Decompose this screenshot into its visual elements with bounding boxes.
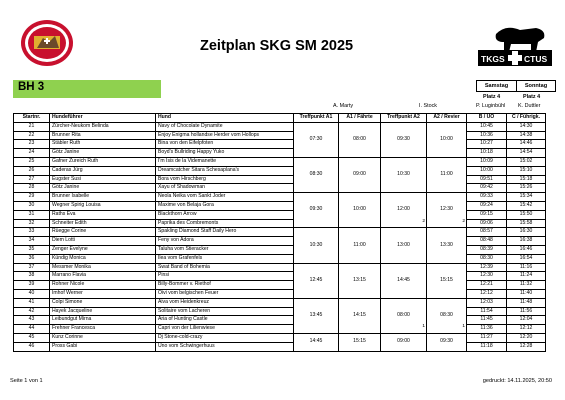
- c-fuehr-value: 15:02: [519, 157, 533, 164]
- b-uo-value: 10:18: [480, 149, 493, 156]
- table-row: [14, 333, 546, 342]
- svg-text:CTUS: CTUS: [524, 54, 548, 64]
- table-row: [14, 263, 546, 272]
- col-c-fuehr: C / Führigk.: [507, 114, 546, 123]
- treffpunkt-a2-value: 10:30: [397, 171, 410, 178]
- b-uo-time: [467, 184, 507, 193]
- header-row: [14, 114, 546, 123]
- dog-name: Dj Stone-cold-crazy: [156, 333, 294, 342]
- handler-name: Götz Janine: [50, 149, 156, 158]
- dog-name: I'm Isis de la Videmanette: [156, 157, 294, 166]
- b-uo-time: [467, 122, 507, 131]
- group-marker: 2: [462, 218, 465, 224]
- a1-time-value: 15:15: [353, 338, 366, 345]
- handler-name: Schneiter Edith: [50, 219, 156, 228]
- start-number: 23: [14, 140, 50, 149]
- a1-time: [339, 228, 381, 263]
- handler-name: Pross Gabi: [50, 342, 156, 351]
- table-row: [14, 149, 546, 158]
- c-fuehr-time: [507, 245, 546, 254]
- col-dog: Hund: [156, 114, 294, 123]
- a2-time-value: 09:30: [440, 338, 453, 345]
- treffpunkt-a2: [381, 193, 427, 228]
- group-marker: 1: [462, 324, 465, 330]
- table-row: [14, 237, 546, 246]
- c-fuehr-time: [507, 228, 546, 237]
- b-uo-value: 10:09: [480, 157, 493, 164]
- c-fuehr-value: 16:30: [519, 228, 533, 235]
- a1-time: [339, 333, 381, 351]
- a2-time-value: 15:15: [440, 276, 453, 283]
- c-fuehr-time: [507, 140, 546, 149]
- c-fuehr-value: 11:16: [519, 263, 533, 270]
- treffpunkt-a1-value: 07:30: [309, 135, 323, 142]
- table-row: [14, 166, 546, 175]
- judge-sa: P. Luginbühl: [476, 103, 506, 109]
- c-fuehr-time: [507, 201, 546, 210]
- c-fuehr-time: [507, 175, 546, 184]
- c-fuehr-value: 15:42: [519, 201, 533, 208]
- c-fuehr-time: [507, 263, 546, 272]
- dog-name: Enjoy Enigma hollandse Herder vom Hollops: [156, 131, 294, 140]
- table-row: [14, 157, 546, 166]
- start-number: 37: [14, 263, 50, 272]
- start-number: 25: [14, 157, 50, 166]
- b-uo-time: [467, 237, 507, 246]
- b-uo-value: 12:03: [480, 298, 493, 305]
- b-uo-time: [467, 272, 507, 281]
- a2-time-value: 10:00: [440, 135, 453, 142]
- b-uo-time: [467, 219, 507, 228]
- a2-time: [427, 193, 467, 228]
- c-fuehr-value: 12:04: [519, 316, 533, 323]
- table-row: [14, 281, 546, 290]
- c-fuehr-value: 11:24: [519, 272, 533, 279]
- a1-time: [339, 157, 381, 192]
- c-fuehr-time: [507, 210, 546, 219]
- handler-name: Leibundgut Mirna: [50, 316, 156, 325]
- c-fuehr-value: 15:10: [519, 166, 533, 173]
- start-number: 29: [14, 193, 50, 202]
- svg-text:TKGS: TKGS: [481, 54, 505, 64]
- dog-name: Navy of Chocolate Dynamite: [156, 122, 294, 131]
- treffpunkt-a2: [381, 122, 427, 157]
- a2-time: [427, 263, 467, 298]
- a1-time-value: 11:00: [353, 241, 366, 248]
- judge-a: A. Marty: [333, 103, 354, 109]
- table-row: [14, 193, 546, 202]
- b-uo-value: 11:54: [480, 307, 493, 314]
- c-fuehr-value: 12:28: [519, 342, 533, 349]
- b-uo-value: 09:06: [480, 219, 493, 226]
- treffpunkt-a1: [294, 157, 339, 192]
- c-fuehr-time: [507, 237, 546, 246]
- treffpunkt-a1-value: 13:45: [309, 311, 323, 318]
- treffpunkt-a2-value: 09:00: [397, 338, 410, 345]
- c-fuehr-time: [507, 342, 546, 351]
- c-fuehr-time: [507, 193, 546, 202]
- dog-name: Billy-Bommer v. Riethof: [156, 281, 294, 290]
- group-marker: 1: [422, 324, 425, 330]
- dog-name: Boyd's Bullriding Happy Yuko: [156, 149, 294, 158]
- b-uo-value: 12:39: [480, 263, 493, 270]
- a1-time: [339, 298, 381, 333]
- start-number: 41: [14, 298, 50, 307]
- dog-name: Aiva vom Heidenkreuz: [156, 298, 294, 307]
- dog-name: Blackthorn Arrow: [156, 210, 294, 219]
- a2-time: [427, 333, 467, 351]
- treffpunkt-a2-value: 13:00: [397, 241, 410, 248]
- c-fuehr-value: 15:50: [519, 210, 533, 217]
- dog-name: Oivi vom belgischen Feuer: [156, 289, 294, 298]
- judge-i: I. Stock: [419, 103, 437, 109]
- a1-time-value: 13:15: [353, 276, 366, 283]
- skg-logo: [19, 18, 75, 68]
- judge-so: K. Duttler: [518, 103, 541, 109]
- handler-name: Wegner Spirig Louisa: [50, 201, 156, 210]
- dog-name: Bina von den Eifelpfoten: [156, 140, 294, 149]
- b-uo-value: 11:45: [480, 316, 493, 323]
- table-row: [14, 307, 546, 316]
- b-uo-value: 08:57: [480, 228, 493, 235]
- table-row: [14, 122, 546, 131]
- page-title: Zeitplan SKG SM 2025: [200, 38, 354, 54]
- treffpunkt-a1: [294, 333, 339, 351]
- c-fuehr-value: 16:54: [519, 254, 533, 261]
- c-fuehr-time: [507, 122, 546, 131]
- b-uo-time: [467, 307, 507, 316]
- section-label: BH 3: [18, 81, 45, 93]
- b-uo-value: 08:30: [480, 254, 493, 261]
- handler-name: Kunz Corinne: [50, 333, 156, 342]
- treffpunkt-a2: [381, 228, 427, 263]
- b-uo-value: 12:12: [480, 289, 493, 296]
- a2-time-value: 08:30: [440, 311, 453, 318]
- b-uo-value: 08:48: [480, 237, 493, 244]
- c-fuehr-value: 11:40: [519, 289, 533, 296]
- treffpunkt-a1-value: 14:45: [309, 338, 323, 345]
- dog-name: Paprika des Combremonts: [156, 219, 294, 228]
- b-uo-value: 09:51: [480, 175, 493, 182]
- table-row: [14, 272, 546, 281]
- start-number: 26: [14, 166, 50, 175]
- c-fuehr-time: [507, 131, 546, 140]
- samstag-header: Samstag: [476, 80, 517, 92]
- b-uo-time: [467, 289, 507, 298]
- treffpunkt-a2-value: 08:00: [397, 311, 410, 318]
- table-row: [14, 254, 546, 263]
- treffpunkt-a1-value: 09:30: [309, 206, 323, 213]
- platz-so: Platz 4: [523, 94, 541, 100]
- schedule-table: [13, 113, 546, 352]
- a2-time-value: 12:30: [440, 206, 453, 213]
- c-fuehr-value: 16:38: [519, 237, 533, 244]
- a1-time-value: 10:00: [353, 206, 366, 213]
- a2-time: [427, 157, 467, 192]
- c-fuehr-value: 14:38: [519, 131, 533, 138]
- table-row: [14, 184, 546, 193]
- treffpunkt-a2-value: 12:00: [397, 206, 410, 213]
- b-uo-value: 12:21: [480, 281, 493, 288]
- b-uo-time: [467, 333, 507, 342]
- a1-time: [339, 122, 381, 157]
- c-fuehr-time: [507, 307, 546, 316]
- dog-name: Maxime von Belaja Gora: [156, 201, 294, 210]
- col-handler: Hundeführer: [50, 114, 156, 123]
- table-row: [14, 289, 546, 298]
- platz-sa: Platz 4: [483, 94, 501, 100]
- treffpunkt-a1: [294, 228, 339, 263]
- start-number: 22: [14, 131, 50, 140]
- c-fuehr-value: 15:18: [519, 175, 533, 182]
- a1-time-value: 14:15: [353, 311, 366, 318]
- c-fuehr-value: 14:30: [519, 122, 533, 129]
- dog-name: Neola Neika vom Sankt Joder: [156, 193, 294, 202]
- b-uo-time: [467, 254, 507, 263]
- start-number: 28: [14, 184, 50, 193]
- c-fuehr-time: [507, 184, 546, 193]
- col-b-uo: B / UO: [467, 114, 507, 123]
- col-treff-a2: Treffpunkt A2: [381, 114, 427, 123]
- handler-name: Brunner Isabelle: [50, 193, 156, 202]
- b-uo-time: [467, 228, 507, 237]
- c-fuehr-value: 14:46: [519, 140, 533, 147]
- handler-name: Zürcher-Neukom Belinda: [50, 122, 156, 131]
- c-fuehr-time: [507, 254, 546, 263]
- b-uo-value: 09:15: [480, 210, 493, 217]
- b-uo-time: [467, 149, 507, 158]
- b-uo-time: [467, 342, 507, 351]
- start-number: 33: [14, 228, 50, 237]
- col-a1: A1 / Fährte: [339, 114, 381, 123]
- treffpunkt-a1-value: 12:45: [309, 276, 323, 283]
- table-row: [14, 342, 546, 351]
- treffpunkt-a2: [381, 298, 427, 333]
- group-marker: 2: [422, 218, 425, 224]
- start-number: 34: [14, 237, 50, 246]
- handler-name: Eugster Susi: [50, 175, 156, 184]
- c-fuehr-value: 15:58: [519, 219, 533, 226]
- start-number: 24: [14, 149, 50, 158]
- b-uo-value: 11:27: [480, 333, 493, 340]
- treffpunkt-a1-value: 10:30: [309, 241, 323, 248]
- handler-name: Zenger Evelyne: [50, 245, 156, 254]
- c-fuehr-time: [507, 333, 546, 342]
- treffpunkt-a1: [294, 263, 339, 298]
- treffpunkt-a2: [381, 157, 427, 192]
- a2-time: [427, 122, 467, 157]
- b-uo-time: [467, 298, 507, 307]
- dog-name: Taluha vom Stieracker: [156, 245, 294, 254]
- start-number: 39: [14, 281, 50, 290]
- table-row: [14, 219, 546, 228]
- b-uo-time: [467, 210, 507, 219]
- handler-name: Frehner Francesca: [50, 325, 156, 334]
- start-number: 38: [14, 272, 50, 281]
- c-fuehr-value: 12:12: [519, 325, 533, 332]
- dog-name: Ilea vom Grafenfels: [156, 254, 294, 263]
- b-uo-time: [467, 245, 507, 254]
- handler-name: Messmer Monika: [50, 263, 156, 272]
- start-number: 21: [14, 122, 50, 131]
- treffpunkt-a2: [381, 263, 427, 298]
- table-row: [14, 175, 546, 184]
- c-fuehr-time: [507, 219, 546, 228]
- b-uo-time: [467, 131, 507, 140]
- start-number: 45: [14, 333, 50, 342]
- a1-time-value: 09:00: [353, 171, 366, 178]
- c-fuehr-value: 16:46: [519, 245, 533, 252]
- start-number: 27: [14, 175, 50, 184]
- start-number: 43: [14, 316, 50, 325]
- handler-name: Götz Janine: [50, 184, 156, 193]
- handler-name: Rüegge Corine: [50, 228, 156, 237]
- b-uo-value: 09:42: [480, 184, 493, 191]
- a1-time: [339, 193, 381, 228]
- b-uo-value: 10:45: [480, 122, 493, 129]
- b-uo-value: 12:30: [480, 272, 493, 279]
- dog-name: Dreamcatcher Sitara Schesaplana's: [156, 166, 294, 175]
- b-uo-time: [467, 166, 507, 175]
- dog-name: Capri von der Lilienwiese: [156, 325, 294, 334]
- table-row: [14, 325, 546, 334]
- b-uo-time: [467, 157, 507, 166]
- handler-name: Kündig Monica: [50, 254, 156, 263]
- page-footer-left: Seite 1 von 1: [10, 378, 43, 384]
- treffpunkt-a2: [381, 333, 427, 351]
- dog-name: Aria of Hunting Castle: [156, 316, 294, 325]
- tkgs-ctus-logo: [476, 20, 554, 68]
- b-uo-value: 11:36: [480, 325, 493, 332]
- c-fuehr-value: 12:20: [519, 333, 533, 340]
- start-number: 35: [14, 245, 50, 254]
- handler-name: Gafner Zureich Ruth: [50, 157, 156, 166]
- treffpunkt-a2-value: 09:30: [397, 135, 410, 142]
- c-fuehr-value: 11:56: [519, 307, 533, 314]
- c-fuehr-time: [507, 157, 546, 166]
- col-a2: A2 / Revier: [427, 114, 467, 123]
- start-number: 46: [14, 342, 50, 351]
- b-uo-time: [467, 140, 507, 149]
- table-row: [14, 131, 546, 140]
- c-fuehr-time: [507, 272, 546, 281]
- handler-name: Marrano Flavia: [50, 272, 156, 281]
- start-number: 30: [14, 201, 50, 210]
- table-row: [14, 228, 546, 237]
- c-fuehr-value: 11:48: [519, 298, 533, 305]
- c-fuehr-value: 15:26: [519, 184, 533, 191]
- c-fuehr-time: [507, 298, 546, 307]
- start-number: 42: [14, 307, 50, 316]
- col-startnr: Startnr.: [14, 114, 50, 123]
- a2-time-value: 13:30: [440, 241, 453, 248]
- handler-name: Hayek Jacqueline: [50, 307, 156, 316]
- dog-name: Pinsi: [156, 272, 294, 281]
- c-fuehr-time: [507, 166, 546, 175]
- page-footer-right: gedruckt: 14.11.2025, 20:50: [482, 378, 552, 384]
- dog-name: Feny von Adora: [156, 237, 294, 246]
- start-number: 44: [14, 325, 50, 334]
- treffpunkt-a1: [294, 122, 339, 157]
- dog-name: Solitaire vom Lacheren: [156, 307, 294, 316]
- b-uo-time: [467, 263, 507, 272]
- start-number: 31: [14, 210, 50, 219]
- treffpunkt-a1: [294, 193, 339, 228]
- start-number: 40: [14, 289, 50, 298]
- b-uo-value: 11:18: [480, 342, 493, 349]
- b-uo-time: [467, 325, 507, 334]
- handler-name: Rohner Nicole: [50, 281, 156, 290]
- b-uo-time: [467, 193, 507, 202]
- b-uo-value: 09:33: [480, 193, 493, 200]
- col-treff-a1: Treffpunkt A1: [294, 114, 339, 123]
- table-row: [14, 316, 546, 325]
- c-fuehr-time: [507, 325, 546, 334]
- b-uo-value: 10:00: [480, 166, 493, 173]
- treffpunkt-a2-value: 14:45: [397, 276, 410, 283]
- handler-name: Imhof Werner: [50, 289, 156, 298]
- start-number: 32: [14, 219, 50, 228]
- dog-name: Xayu of Shadowman: [156, 184, 294, 193]
- treffpunkt-a1-value: 08:30: [309, 171, 323, 178]
- c-fuehr-time: [507, 289, 546, 298]
- b-uo-value: 10:36: [480, 131, 493, 138]
- b-uo-value: 09:24: [480, 201, 493, 208]
- c-fuehr-time: [507, 281, 546, 290]
- a1-time-value: 08:00: [353, 135, 366, 142]
- handler-name: Colpi Simone: [50, 298, 156, 307]
- dog-name: Swat Band of Bohemia: [156, 263, 294, 272]
- dog-name: Bora vom Hirschberg: [156, 175, 294, 184]
- b-uo-time: [467, 175, 507, 184]
- a1-time: [339, 263, 381, 298]
- sonntag-header: Sonntag: [516, 80, 556, 92]
- start-number: 36: [14, 254, 50, 263]
- c-fuehr-value: 15:34: [519, 193, 533, 200]
- c-fuehr-time: [507, 316, 546, 325]
- a2-time: [427, 228, 467, 263]
- table-row: [14, 210, 546, 219]
- c-fuehr-value: 14:54: [519, 149, 533, 156]
- handler-name: Diem Lotti: [50, 237, 156, 246]
- dog-name: Uno vom Schwingerhuus: [156, 342, 294, 351]
- handler-name: Brunner Rita: [50, 131, 156, 140]
- handler-name: Caderas Jürg: [50, 166, 156, 175]
- table-row: [14, 140, 546, 149]
- table-row: [14, 245, 546, 254]
- table-row: [14, 298, 546, 307]
- b-uo-time: [467, 316, 507, 325]
- b-uo-time: [467, 201, 507, 210]
- handler-name: Raths Eva: [50, 210, 156, 219]
- a2-time: [427, 298, 467, 333]
- dog-name: Spakling Diamond Staff Daily Hero: [156, 228, 294, 237]
- b-uo-time: [467, 281, 507, 290]
- c-fuehr-value: 11:32: [519, 281, 533, 288]
- b-uo-value: 08:39: [480, 245, 493, 252]
- table-row: [14, 201, 546, 210]
- handler-name: Stäbler Ruth: [50, 140, 156, 149]
- b-uo-value: 10:27: [480, 140, 493, 147]
- c-fuehr-time: [507, 149, 546, 158]
- treffpunkt-a1: [294, 298, 339, 333]
- a2-time-value: 11:00: [440, 171, 453, 178]
